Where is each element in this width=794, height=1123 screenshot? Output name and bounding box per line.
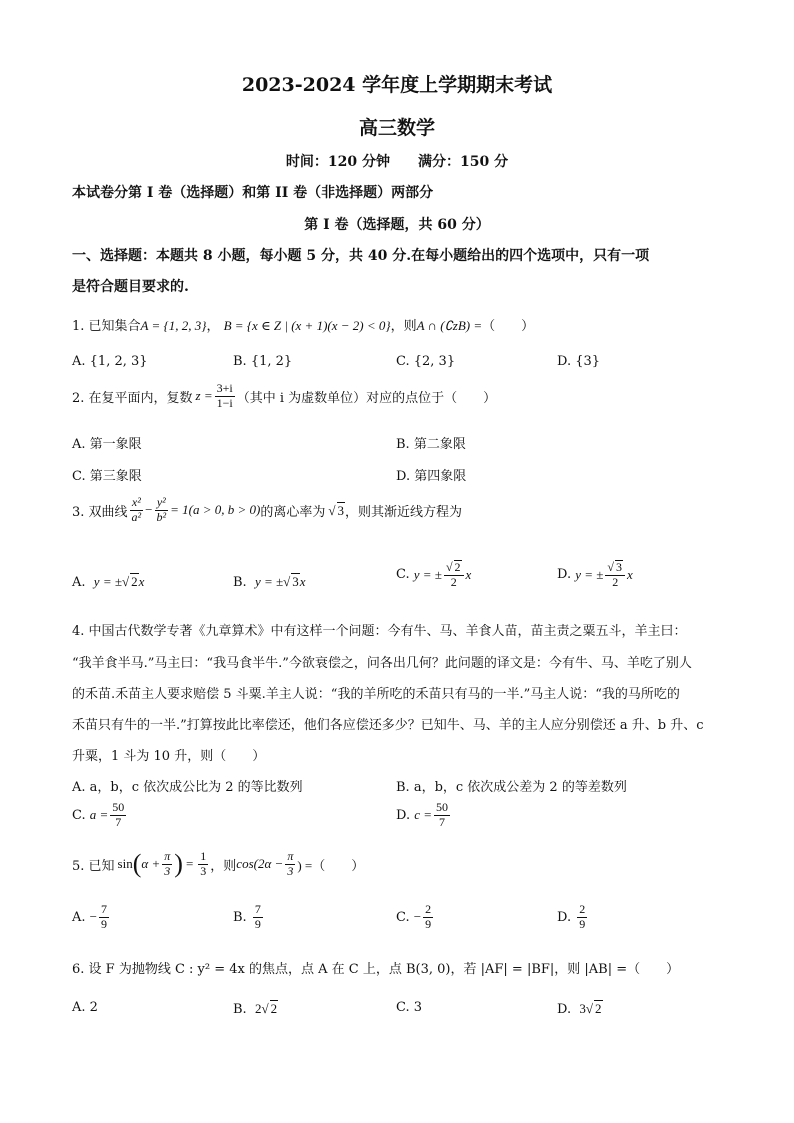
q3-y2: y² bbox=[156, 495, 166, 509]
q3-option-d-den: 2 bbox=[612, 574, 619, 589]
q4-option-d-label: D. bbox=[396, 807, 411, 823]
q3-option-a-label: A. bbox=[72, 575, 86, 590]
q3-option-a[interactable]: A. y = ±√ 2x bbox=[72, 574, 145, 590]
q5-option-b-num: 7 bbox=[254, 902, 261, 916]
q5-pi-over-3 bbox=[162, 850, 172, 879]
q4-option-a[interactable]: A. a，b，c 依次成公比为 2 的等比数列 bbox=[72, 780, 303, 795]
q6-option-d[interactable]: D. 3√ 2 bbox=[557, 1001, 602, 1017]
q5-option-d[interactable] bbox=[557, 903, 589, 932]
q3-option-b-x: x bbox=[299, 574, 306, 589]
q3-stem-c: ，则其渐近线方程为 bbox=[345, 504, 463, 520]
q6-option-d-coef: 3 bbox=[579, 1001, 586, 1016]
q3-option-b[interactable]: B. y = ±√ 3x bbox=[233, 574, 306, 590]
q3-stem-b: 的离心率为 bbox=[260, 504, 326, 520]
q5-stem-b: ，则 bbox=[210, 858, 237, 874]
q4-option-c[interactable] bbox=[72, 801, 128, 830]
q4-option-c-den: 7 bbox=[115, 814, 122, 829]
q3-option-a-expr: y = ± bbox=[93, 574, 122, 589]
q3-condition: = 1(a > 0, b > 0) bbox=[170, 502, 261, 518]
q5-sin: sin bbox=[117, 856, 133, 872]
q5-option-a-sign: − bbox=[89, 909, 98, 925]
q5-option-b-label: B. bbox=[233, 909, 247, 925]
q3-stem-a: 3. 双曲线 bbox=[72, 504, 128, 520]
q3-option-d-x: x bbox=[627, 566, 633, 582]
part1-heading: 第 I 卷（选择题，共 60 分） bbox=[304, 217, 490, 233]
q5-three-c: 3 bbox=[287, 863, 294, 878]
q2-option-a[interactable]: A. 第一象限 bbox=[72, 437, 142, 452]
q4-option-d-den: 7 bbox=[439, 814, 446, 829]
q3-fraction-y bbox=[155, 496, 169, 525]
exam-intro: 本试卷分第 I 卷（选择题）和第 II 卷（非选择题）两部分 bbox=[72, 185, 434, 201]
q3-option-b-radicand: 3 bbox=[292, 574, 299, 589]
q6-option-b-coef: 2 bbox=[254, 1001, 262, 1016]
q6-option-b[interactable]: B. 2√ 2 bbox=[233, 1001, 278, 1017]
q6-option-b-radicand: 2 bbox=[270, 1001, 278, 1016]
q3-option-d[interactable] bbox=[557, 560, 633, 590]
q5-three: 3 bbox=[164, 863, 171, 878]
q3-eccentricity: 3 bbox=[337, 502, 344, 518]
q5-option-a-fraction bbox=[99, 903, 109, 932]
q4-line-1: 4. 中国古代数学专著《九章算术》中有这样一个问题：今有牛、马、羊食人苗，苗主责之粟五斗，羊主曰： bbox=[72, 624, 687, 639]
q5-option-b-fraction bbox=[253, 903, 263, 932]
q3-x2: x² bbox=[131, 495, 141, 509]
q3-minus: − bbox=[145, 502, 153, 518]
q3-option-c-label: C. bbox=[396, 567, 410, 583]
q5-option-c-label: C. bbox=[396, 909, 410, 925]
q5-option-d-label: D. bbox=[557, 909, 572, 925]
q5-pi-over-3-b bbox=[285, 850, 295, 879]
q2-z: z = bbox=[195, 388, 213, 404]
q4-option-c-label: C. bbox=[72, 807, 86, 823]
q3-option-c[interactable] bbox=[396, 560, 471, 590]
exam-subject: 高三数学 bbox=[358, 117, 435, 139]
q6-option-d-radicand: 2 bbox=[595, 1001, 602, 1016]
q5-one: 1 bbox=[200, 849, 207, 863]
section1-line2: 是符合题目要求的. bbox=[72, 279, 189, 295]
q5-cos: cos(2α − bbox=[236, 856, 284, 872]
q2-numerator: 3+i bbox=[216, 381, 233, 395]
q5-option-a-num: 7 bbox=[101, 902, 108, 916]
q5-pi: π bbox=[164, 849, 171, 863]
time-score: 时间：120 分钟 满分：150 分 bbox=[285, 154, 509, 170]
q5-equals: = bbox=[185, 856, 194, 872]
q4-option-d[interactable] bbox=[396, 801, 452, 830]
q5-alpha-plus: α + bbox=[141, 856, 161, 872]
q6-option-a[interactable]: A. 2 bbox=[72, 1000, 98, 1015]
q5-option-b-den: 9 bbox=[254, 916, 261, 931]
q5-option-c-sign: − bbox=[413, 909, 422, 925]
question-1 bbox=[72, 315, 534, 334]
q2-stem-a: 2. 在复平面内，复数 bbox=[72, 390, 193, 406]
q2-option-d[interactable]: D. 第四象限 bbox=[396, 469, 467, 484]
q3-option-b-expr: y = ± bbox=[254, 574, 284, 589]
q5-option-d-num: 2 bbox=[579, 902, 586, 916]
q3-option-b-label: B. bbox=[233, 575, 247, 590]
q3-option-c-den: 2 bbox=[450, 574, 457, 589]
q1-stem-b: ， bbox=[206, 319, 220, 334]
q5-option-b[interactable] bbox=[233, 903, 265, 932]
q3-option-d-radicand: 3 bbox=[616, 560, 623, 574]
question-6: 6. 设 F 为抛物线 C : y² = 4x 的焦点，点 A 在 C 上，点 B(3, 0)，若 |AF| = |BF|，则 |AB| =（ ） bbox=[72, 962, 680, 977]
q6-option-b-label: B. bbox=[233, 1002, 247, 1017]
q3-option-d-expr: y = ± bbox=[575, 566, 604, 582]
q6-option-d-label: D. bbox=[557, 1002, 572, 1017]
q5-one-third bbox=[198, 850, 208, 879]
q1-stem-c: ，则 bbox=[390, 319, 417, 334]
q5-option-c[interactable] bbox=[396, 903, 435, 932]
q1-set-b: B = {x ∈ Z | (x + 1)(x − 2) < 0} bbox=[223, 318, 391, 333]
q3-option-a-radicand: 2 bbox=[131, 574, 138, 589]
q5-three-b: 3 bbox=[200, 863, 207, 878]
q1-expr: A ∩ (∁zB) = bbox=[416, 318, 483, 333]
q2-fraction bbox=[215, 382, 235, 411]
q1-option-a[interactable]: A. {1, 2, 3} bbox=[72, 354, 148, 369]
q4-option-d-num: 50 bbox=[436, 800, 449, 814]
q5-option-c-num: 2 bbox=[425, 902, 432, 916]
q2-option-b[interactable]: B. 第二象限 bbox=[396, 437, 466, 452]
q4-option-b[interactable]: B. a，b，c 依次成公差为 2 的等差数列 bbox=[396, 780, 627, 795]
exam-title: 2023-2024 学年度上学期期末考试 bbox=[241, 74, 553, 96]
q1-set-a: A = {1, 2, 3} bbox=[140, 318, 207, 333]
q2-denominator: 1−i bbox=[216, 395, 233, 410]
q4-line-2: “我羊食半马.”马主曰：“我马食半牛.”今欲衰偿之，问各出几何？此问题的译文是：今有牛、马、羊吃了别人 bbox=[72, 656, 692, 671]
q3-option-c-radicand: 2 bbox=[454, 560, 461, 574]
section1-line1: 一、选择题：本题共 8 小题，每小题 5 分，共 40 分.在每小题给出的四个选项中，只有一项 bbox=[72, 248, 650, 264]
q1-option-c[interactable]: C. {2, 3} bbox=[396, 354, 456, 369]
q3-option-a-x: x bbox=[138, 574, 145, 589]
q3-fraction-x bbox=[130, 496, 144, 525]
q5-option-d-den: 9 bbox=[579, 916, 586, 931]
q1-stem-a: 1. 已知集合 bbox=[72, 319, 141, 334]
q4-line-4: 禾苗只有牛的一半.”打算按此比率偿还，他们各应偿还多少？已知牛、马、羊的主人应分别偿还 a 升、b 升、c bbox=[72, 718, 704, 733]
q5-close: ) =（ ） bbox=[297, 857, 365, 873]
q4-option-c-var: a = bbox=[89, 807, 109, 823]
q4-option-d-fraction bbox=[434, 801, 450, 830]
q5-option-a-den: 9 bbox=[101, 916, 108, 931]
q5-option-a[interactable] bbox=[72, 903, 111, 932]
q4-option-c-num: 50 bbox=[112, 800, 125, 814]
question-3: 3. 双曲线 $\frac{\text{x²}}{\text{a²}}$ − $\frac{\text{y²}}{\text{b²}}$ = 1(a > 0, b > 0) 的离心率为 √ 3 ，则其渐近线方程为 bbox=[72, 495, 463, 524]
q2-stem-b: （其中 i 为虚数单位）对应的点位于（ ） bbox=[236, 390, 497, 406]
q3-a2: a² bbox=[131, 509, 142, 524]
q3-option-c-expr: y = ± bbox=[413, 566, 442, 582]
q5-option-c-fraction bbox=[423, 903, 433, 932]
q4-option-c-fraction bbox=[110, 801, 126, 830]
q3-option-d-label: D. bbox=[557, 567, 572, 583]
q5-pi-b: π bbox=[287, 849, 294, 863]
q5-option-a-label: A. bbox=[72, 909, 86, 925]
question-2 bbox=[72, 382, 496, 411]
q5-option-d-fraction bbox=[577, 903, 587, 932]
q4-line-3: 的禾苗.禾苗主人要求赔偿 5 斗粟.羊主人说：“我的羊所吃的禾苗只有马的一半.”马主人说：“我的马所吃的 bbox=[72, 687, 680, 702]
q1-option-b[interactable]: B. {1, 2} bbox=[233, 354, 293, 369]
q5-option-c-den: 9 bbox=[425, 916, 432, 931]
q4-line-5: 升粟，1 斗为 10 升，则（ ） bbox=[72, 749, 266, 764]
q6-option-c[interactable]: C. 3 bbox=[396, 1000, 423, 1015]
q5-stem-a: 5. 已知 bbox=[72, 858, 115, 874]
q1-option-d[interactable]: D. {3} bbox=[557, 354, 601, 369]
q4-option-d-var: c = bbox=[414, 807, 433, 823]
q2-option-c[interactable]: C. 第三象限 bbox=[72, 469, 142, 484]
q3-option-c-x: x bbox=[465, 566, 472, 582]
q3-option-d-fraction: $\frac{√ 3}{2}$ bbox=[605, 560, 625, 590]
q1-paren: （ ） bbox=[482, 319, 535, 334]
question-5: 5. 已知 sin ( α + $\frac{\pi}{3}$ ) = $\frac{1}{3}$ ，则 cos(2α − $\frac{\pi}{3}$ ) =（ ） bbox=[72, 849, 365, 879]
q3-option-c-fraction: $\frac{√ 2}{2}$ bbox=[444, 560, 464, 590]
q3-b2: b² bbox=[156, 509, 167, 524]
